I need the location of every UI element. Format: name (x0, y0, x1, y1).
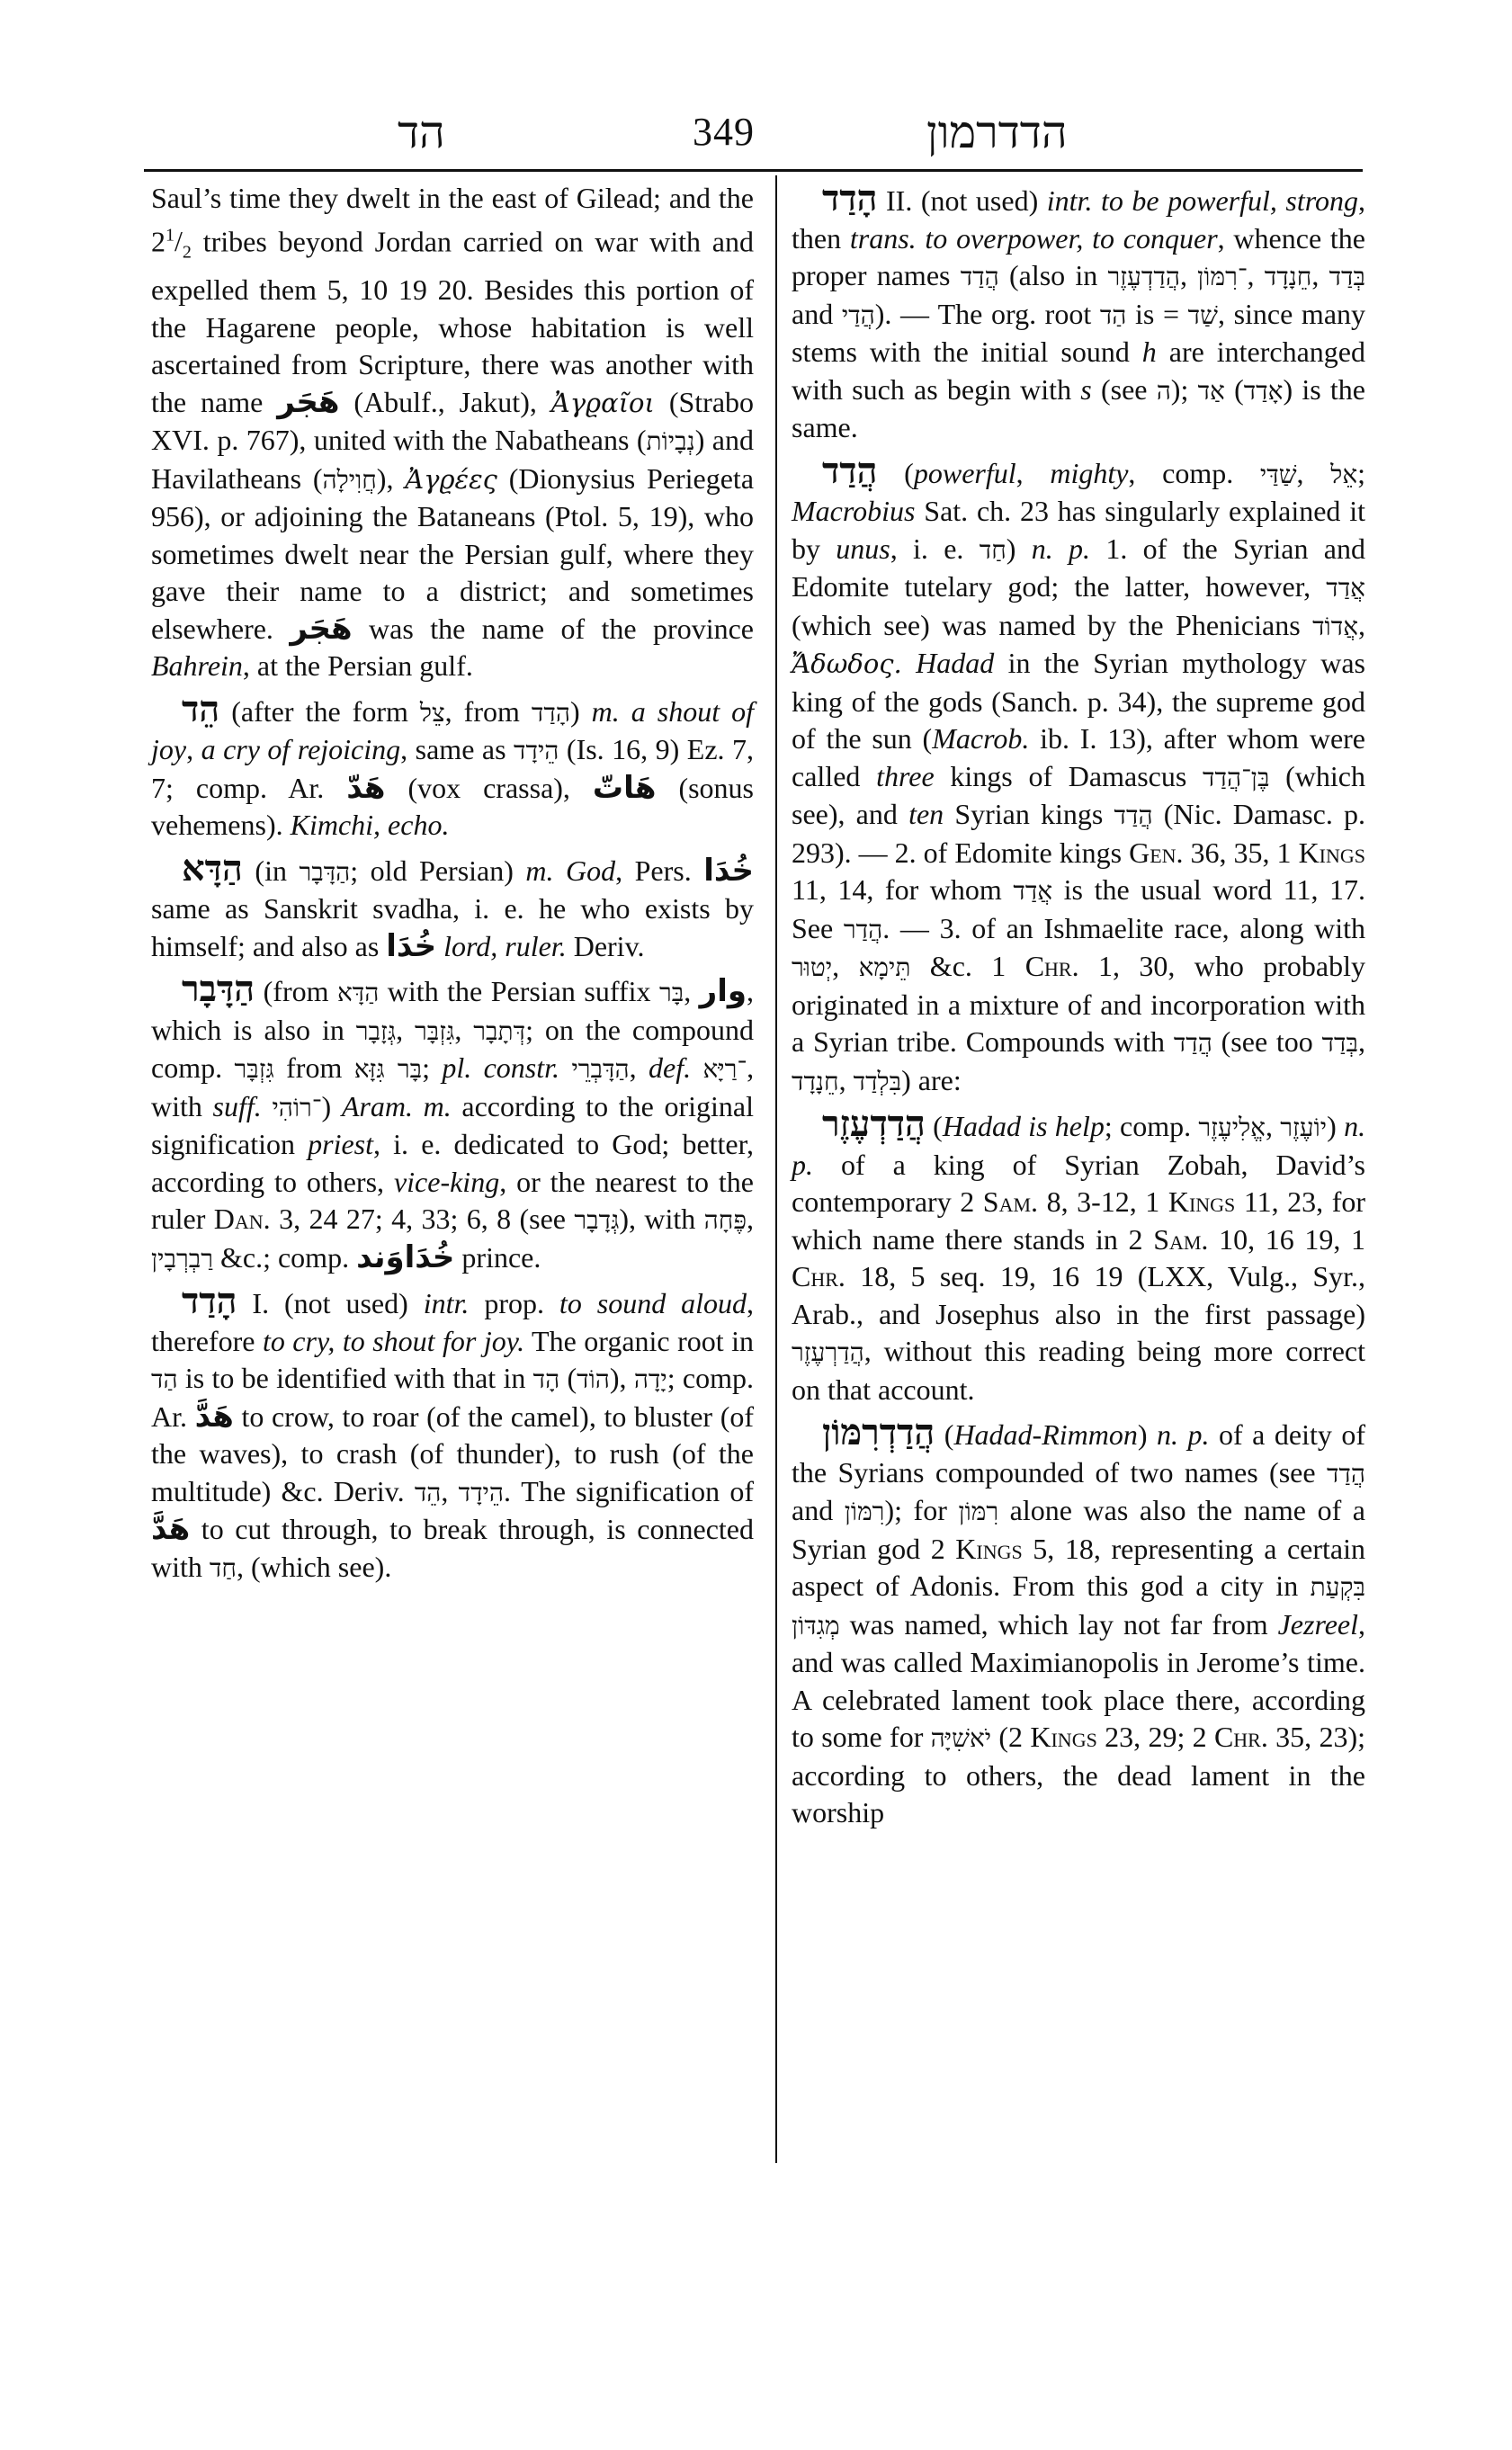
entry-text (691, 1051, 702, 1084)
headword: הֵד (182, 687, 220, 730)
entry-text: Aram. m. (341, 1089, 452, 1122)
entry-text: ( (559, 1362, 577, 1395)
entry-text: are interchanged with such as begin with (792, 335, 1366, 406)
hebrew-word: גְּדָבָר (574, 1205, 620, 1236)
hebrew-word: הַד (151, 1364, 178, 1395)
headword: הֲדַד (822, 449, 878, 492)
hebrew-word: רַבְרְבָין (151, 1243, 213, 1274)
entry-text: &c. 1 (910, 950, 1025, 982)
hebrew-word: אֲדַד (1013, 876, 1053, 906)
entry-text: The organic root in (524, 1324, 755, 1357)
arabic-word: خُدَاوَند (356, 1238, 455, 1275)
book-reference: Kings (1168, 1185, 1236, 1218)
hebrew-word: פֶּחָה (703, 1205, 747, 1236)
entry-text: of a king of Syrian Zobah, David’s contemporary 2 (792, 1148, 1365, 1218)
hebrew-word: נְבָיוֹת (646, 426, 695, 457)
entry-text: , (684, 975, 700, 1008)
entry-text (902, 647, 916, 679)
dictionary-entry (151, 846, 755, 966)
entry-text: , since many stems with the initial sound (792, 297, 1366, 368)
hebrew-word: אַד (1197, 375, 1225, 406)
entry-text: tribes beyond Jordan carried on war with and expelled them 5, 10 19 20. Besides this portion of the Hagarene people, whose habitation is well ascertained from Scripture, there was another with the name (151, 225, 754, 418)
hebrew-word: בִּלְדַד (853, 1066, 902, 1096)
entry-text: ; comp. (1104, 1110, 1199, 1142)
entry-text: ; (1357, 456, 1366, 489)
entry-text: , (186, 733, 201, 766)
hebrew-word: בְּדַד (1329, 262, 1366, 291)
headword: הָדַד (822, 177, 878, 219)
entry-text: , (454, 1013, 474, 1046)
entry-text: ); (1170, 372, 1198, 406)
entry-text: pl. constr. (442, 1051, 560, 1085)
hebrew-word: הֲדַר (843, 914, 883, 944)
hebrew-word: הֲדַד (1326, 1458, 1365, 1489)
hebrew-word: ־רִמּוֹן (1197, 262, 1248, 291)
hebrew-word: ה (1156, 375, 1171, 406)
entry-text: three (876, 759, 935, 792)
entry-text: (Strabo XVI. p. 767), united with the Nabatheans ( (151, 385, 755, 457)
hebrew-word: חֲוִילָה (322, 464, 377, 495)
entry-text: s (1080, 372, 1092, 406)
entry-text: (in (242, 854, 300, 887)
entry-text: intr. to be powerful, strong (1046, 184, 1359, 217)
entry-text: (after the form (219, 694, 420, 728)
hebrew-word: הֲדַד (1173, 1028, 1212, 1058)
hebrew-word: הֲדַד (960, 262, 999, 291)
entry-text: ), with (619, 1203, 704, 1236)
entry-text: , with (151, 1051, 755, 1122)
book-reference: Kings (955, 1532, 1023, 1565)
entry-text: ten (908, 798, 944, 830)
arabic-word: وار (699, 973, 747, 1010)
left-catchword: הד (398, 106, 445, 158)
hebrew-word: צֵל (419, 697, 445, 728)
headword: הֲדַדְרִמּוֹן (822, 1411, 935, 1453)
entry-text: ) are: (901, 1063, 962, 1096)
hebrew-word: הַדָּבָר (299, 856, 351, 887)
entry-text: (which see) was named by the Phenicians (792, 608, 1313, 641)
dictionary-entry (792, 449, 1366, 1101)
entry-text: ; (422, 1051, 443, 1085)
hebrew-word: גִּזְבָּר (415, 1015, 455, 1046)
entry-text: Sat. ch. 23 has singularly explained it by (792, 495, 1365, 565)
entry-text: ; old Persian) (350, 854, 526, 887)
entry-text: mighty (1050, 456, 1129, 489)
hebrew-word: דְּתָבָר (473, 1015, 526, 1046)
hebrew-word: אָדַד (1243, 375, 1284, 406)
entry-text: , (1247, 259, 1265, 291)
entry-text: (vox crassa), (385, 771, 593, 804)
entry-text: ). — The org. root (874, 297, 1100, 330)
entry-text: intr. (423, 1287, 470, 1320)
hebrew-word: הֵידָד (514, 736, 559, 766)
entry-text: , Pers. (615, 854, 704, 887)
entry-text: (sonus vehemens). (151, 771, 754, 842)
hebrew-word: בָּר גִּזָּא (353, 1054, 423, 1085)
entry-text: ), (609, 1362, 634, 1395)
hebrew-word: חֵנָדָד (792, 1066, 839, 1096)
entry-text: is to be identified with that in (177, 1362, 533, 1395)
entry-text: , (396, 1013, 416, 1046)
entry-text: (see (1091, 372, 1157, 406)
arabic-word: هَدَّ (151, 1511, 191, 1548)
entry-text: ) and Havilatheans ( (151, 424, 755, 495)
entry-text: ; comp. Ar. (151, 1362, 755, 1433)
book-reference: Sam. (982, 1185, 1039, 1218)
hebrew-word: בִּקְעַת מְגִדּוֹן (792, 1572, 1365, 1641)
entry-text: 11, 14, for whom (792, 873, 1014, 906)
entry-text: , (which see). (236, 1550, 392, 1583)
entry-text: n. p. (1157, 1418, 1210, 1451)
entry-text: ; on the compound comp. (151, 1013, 755, 1085)
hebrew-word: אֲדַד (1326, 573, 1365, 603)
book-reference: Chr. (1213, 1721, 1268, 1753)
book-reference: Chr. (1024, 950, 1079, 982)
entry-text: 36, 35, 1 (1183, 836, 1299, 869)
hebrew-word: ־רוֹהִי (272, 1092, 322, 1122)
entry-text: Saul’s time they dwelt in the east of Gilead; and the 2 (151, 182, 754, 258)
entry-text: 8, 3-12, 1 (1038, 1185, 1168, 1218)
entry-text: of a deity of the Syrians compounded of two names (see (792, 1418, 1366, 1489)
arabic-word: هَدّ (346, 769, 386, 806)
entry-text: ( (877, 456, 914, 489)
entry-text: 1, 30, who probably originated in a mixture of and incorporation with a Syrian tribe. Compounds with (792, 950, 1366, 1058)
hebrew-word: רִמּוֹן (958, 1497, 999, 1526)
entry-text: $^1/_2$ (166, 225, 192, 263)
dictionary-entry (151, 1280, 755, 1587)
hebrew-word: שַׁדַּי (1259, 459, 1297, 489)
hebrew-word: אֱלִיעֶזֶר (1198, 1113, 1266, 1142)
hebrew-word: הֵד (414, 1477, 442, 1507)
dictionary-entry (151, 970, 754, 1277)
entry-text: , from (444, 694, 532, 728)
arabic-word: هَاتّ (592, 769, 657, 806)
entry-text: (from (255, 975, 337, 1008)
hebrew-word: רִמּוֹן (844, 1497, 885, 1526)
headword: הַדָּא (182, 846, 243, 890)
entry-text: , i. e. (890, 532, 980, 565)
entry-text: Macrob. (932, 722, 1030, 755)
entry-text: 18, 5 seq. 19, 16 19 (LXX, Vulg., Syr., Arab., and Josephus also in the first passage) (792, 1260, 1365, 1330)
entry-text: is = (1126, 297, 1188, 330)
entry-text: , (1296, 456, 1331, 489)
entry-text: , (1358, 608, 1365, 641)
entry-text: , (1015, 456, 1051, 489)
entry-text (559, 1051, 571, 1084)
entry-text: Kimchi, echo. (290, 809, 450, 842)
greek-word: Ἀγϱαῖοι (550, 387, 655, 418)
entry-text: . The signification of (504, 1474, 755, 1507)
hebrew-word: אֵל (1330, 459, 1358, 489)
entry-text: Hadad-Rimmon (953, 1418, 1138, 1451)
entry-text: Macrobius (792, 495, 916, 527)
entry-text: II. (not used) (877, 184, 1047, 217)
hebrew-word: גְּזָבָר (355, 1015, 397, 1046)
entry-text: (Is. 16, 9) Ez. 7, 7; comp. Ar. (151, 733, 755, 804)
arabic-word: خُدَا (386, 927, 437, 964)
entry-text: , (1311, 259, 1329, 291)
entry-text: . — 3. of an Ishmaelite race, along with (882, 911, 1366, 944)
entry-text: Syrian kings (944, 798, 1114, 830)
hebrew-word: הוֹד (577, 1364, 610, 1395)
entry-text: (Dionysius Periegeta 956), or adjoining the Bataneans (Ptol. 5, 19), who sometimes dwelt near the Persian gulf, where they gave their name to a district; and sometimes elsewhere. (151, 461, 755, 645)
entry-text: , which is also in (151, 975, 755, 1046)
greek-word: Ἄδωδος. (792, 648, 902, 679)
entry-text: alone was also the name of a Syrian god 2 (792, 1494, 1366, 1565)
running-head (144, 101, 1367, 164)
entry-text: 5, 18, representing a certain aspect of Adonis. From this god a city in (792, 1532, 1366, 1602)
entry-text: m. God (525, 854, 616, 887)
entry-text: ), (376, 461, 406, 495)
entry-text: , i. e. dedicated to God; better, according to others, (151, 1128, 755, 1198)
entry-text: ( (925, 1110, 943, 1142)
hebrew-word: בְּדַד (1321, 1028, 1359, 1058)
hebrew-word: הֲדַרְעֶזֶר (792, 1337, 864, 1367)
arabic-word: هَجَر (277, 383, 340, 420)
entry-text: (Abulf., Jakut), (339, 385, 551, 418)
entry-text: was named, which lay not far from (839, 1607, 1278, 1641)
hebrew-word: חַד (979, 534, 1007, 565)
entry-text: ) (1327, 1110, 1345, 1142)
entry-text: suff. (212, 1089, 262, 1122)
entry-text: , (441, 1474, 459, 1507)
hebrew-word: גִּזְבָּר (234, 1054, 274, 1085)
hebrew-word: אֲדוֹד (1312, 611, 1358, 641)
entry-text: 11, 23, for which name there stands in 2 (792, 1185, 1366, 1256)
hebrew-word: יְטוּר (792, 952, 833, 982)
entry-text: (Nic. Damasc. p. 293). — 2. of Edomite kings (792, 798, 1366, 869)
entry-text: n. p. (1031, 532, 1091, 565)
entry-text: ) (321, 1089, 342, 1122)
entry-text: ); for (884, 1494, 959, 1526)
entry-text: , then (792, 184, 1366, 255)
entry-text: vice-king (393, 1165, 500, 1198)
entry-text: , (832, 950, 859, 982)
entry-text: (which see), and (792, 759, 1366, 830)
entry-text: powerful (913, 456, 1016, 489)
hebrew-word: יֹאשִׁיָּה (930, 1723, 992, 1753)
entry-text: h (1141, 335, 1157, 368)
hebrew-word: הַדָּבְרֵי (571, 1054, 630, 1085)
entry-text: and (792, 1494, 845, 1526)
header-rule (144, 169, 1363, 172)
hebrew-word: הֵידָד (458, 1477, 505, 1507)
entry-text: , (629, 1051, 649, 1085)
entry-text: 35, 23); according to others, the dead lament in the worship (792, 1721, 1366, 1829)
page-number: 349 (693, 110, 755, 154)
hebrew-word: הֲדַד (1114, 800, 1153, 830)
dictionary-entry (792, 1105, 1365, 1408)
entry-text: a cry of rejoicing (201, 733, 401, 766)
entry-text: according to the original signification (151, 1089, 755, 1161)
hebrew-word: תֵּימָא (858, 952, 911, 982)
entry-text: same as Sanskrit svadha, i. e. he who exists by himself; and also as (151, 892, 754, 962)
entry-text: ) (569, 694, 592, 728)
entry-text: , (1265, 1110, 1281, 1142)
column-divider (775, 175, 777, 2163)
right-catchword: הדדרמון (926, 106, 1068, 158)
entry-text (262, 1090, 273, 1122)
hebrew-word: יוֹעֶזֶר (1280, 1113, 1328, 1142)
hebrew-word: בֶּן־הֲדַד (1203, 762, 1270, 792)
entry-text: in the Syrian mythology was king of the gods (Sanch. p. 34), the supreme god of the sun ( (792, 647, 1366, 755)
entry-text: (also in (998, 259, 1108, 291)
headword: הֲדַדְעֶזֶר (822, 1103, 926, 1145)
entry-text (436, 930, 443, 962)
entry-text: prince. (454, 1240, 541, 1274)
entry-text: ) (1006, 532, 1032, 565)
entry-text: , without this reading being more correct on that account. (792, 1335, 1365, 1406)
hebrew-word: הֲדַדְעֶזֶר (1107, 262, 1180, 291)
hebrew-word: הָדַד (531, 697, 570, 728)
entry-text: to cut through, to break through, is connected with (151, 1513, 754, 1583)
entry-text: Hadad is help (942, 1110, 1105, 1142)
entry-text: ( (1224, 372, 1244, 406)
book-reference: Chr. (792, 1260, 845, 1292)
book-reference: Kings (1298, 836, 1366, 869)
entry-text: with the Persian suffix (379, 975, 659, 1008)
hebrew-word: חֵנָדָד (1264, 262, 1312, 291)
entry-text: I. (not used) (237, 1287, 424, 1320)
dictionary-entry (151, 180, 754, 685)
entry-text: trans. to overpower, to conquer (849, 221, 1218, 255)
book-reference: Dan. (213, 1203, 271, 1236)
entry-text: , comp. (1128, 456, 1260, 489)
entry-text: Jezreel (1277, 1607, 1358, 1641)
entry-text: (see too (1212, 1025, 1322, 1058)
headword: הַדָּבָר (182, 968, 255, 1011)
entry-text: priest (308, 1128, 374, 1161)
hebrew-word: חַד (209, 1552, 237, 1583)
entry-text: to sound aloud (559, 1287, 747, 1320)
entry-text: , or the nearest to the ruler (151, 1165, 755, 1236)
entry-text: , (747, 1203, 755, 1236)
entry-text: , same as (400, 733, 514, 766)
entry-text: &c.; comp. (212, 1240, 357, 1274)
entry-text: ) (1137, 1418, 1158, 1451)
entry-text: Bahrein (151, 649, 243, 683)
entry-text: lord, ruler. (443, 929, 567, 962)
hebrew-word: הָד (532, 1364, 560, 1395)
dictionary-entry (792, 177, 1366, 447)
entry-text: to crow, to roar (of the camel), to bluster (of the waves), to crash (of thunder), to rush (of the multitude) &c. Deriv. (151, 1399, 755, 1507)
arabic-word: هَدَّ (194, 1398, 234, 1435)
greek-word: Ἀγϱέες (405, 463, 497, 495)
left-column (151, 180, 754, 1592)
entry-text: from (273, 1051, 354, 1085)
book-reference: Gen. (1129, 836, 1184, 869)
entry-text: kings of Damascus (934, 759, 1203, 792)
hebrew-word: שַׁד (1187, 300, 1218, 330)
dictionary-entry (792, 1411, 1366, 1832)
entry-text: def. (648, 1051, 692, 1085)
entry-text: ( (935, 1418, 954, 1451)
entry-text: is the usual word 11, 17. See (792, 873, 1366, 944)
book-reference: Sam. (1153, 1222, 1209, 1256)
entry-text: m. a shout of joy (151, 694, 754, 766)
entry-text: Hadad (916, 647, 995, 679)
entry-text: ib. I. 13), after whom were called (792, 722, 1365, 792)
book-reference: Kings (1030, 1721, 1097, 1753)
entry-text: 23, 29; 2 (1096, 1721, 1214, 1753)
entry-text: , and was called Maximianopolis in Jerome’s time. A celebrated lament took place there, according to some for (792, 1607, 1365, 1753)
arabic-word: خُدَا (703, 852, 755, 889)
entry-text: was the name of the province (352, 612, 755, 645)
entry-text: (2 (991, 1721, 1031, 1753)
entry-text: , therefore (151, 1287, 755, 1357)
headword: הָדַד (182, 1280, 237, 1323)
entry-text: , at the Persian gulf. (242, 649, 473, 683)
arabic-word: هَجَر (290, 610, 353, 647)
entry-text: unus (836, 532, 890, 565)
right-column (792, 177, 1366, 1838)
entry-text: 1. of the Syrian and Edomite tutelary god; the latter, however, (792, 532, 1366, 603)
entry-text: and (792, 297, 842, 330)
hebrew-word: יָדָה (633, 1364, 667, 1395)
entry-text: , (838, 1063, 854, 1096)
entry-text: prop. (469, 1287, 559, 1320)
entry-text: Deriv. (566, 929, 645, 962)
entry-text: , whence the proper names (792, 221, 1366, 291)
entry-text: n. p. (792, 1110, 1366, 1181)
entry-text: to cry, to shout for joy. (262, 1324, 525, 1357)
hebrew-word: ־רַיָּא (702, 1054, 747, 1085)
entry-text: ) is the same. (792, 372, 1365, 443)
entry-text: 3, 24 27; 4, 33; 6, 8 (see (270, 1203, 575, 1236)
entry-text: , (1358, 1025, 1366, 1058)
entry-text: , (1179, 259, 1198, 291)
hebrew-word: בָּר (658, 978, 684, 1008)
entry-text: 10, 16 19, 1 (1208, 1222, 1365, 1256)
hebrew-word: הַד (1099, 300, 1127, 330)
hebrew-word: הַדָּא (336, 978, 380, 1008)
hebrew-word: הֲדַי (841, 300, 875, 330)
dictionary-entry (151, 687, 755, 845)
